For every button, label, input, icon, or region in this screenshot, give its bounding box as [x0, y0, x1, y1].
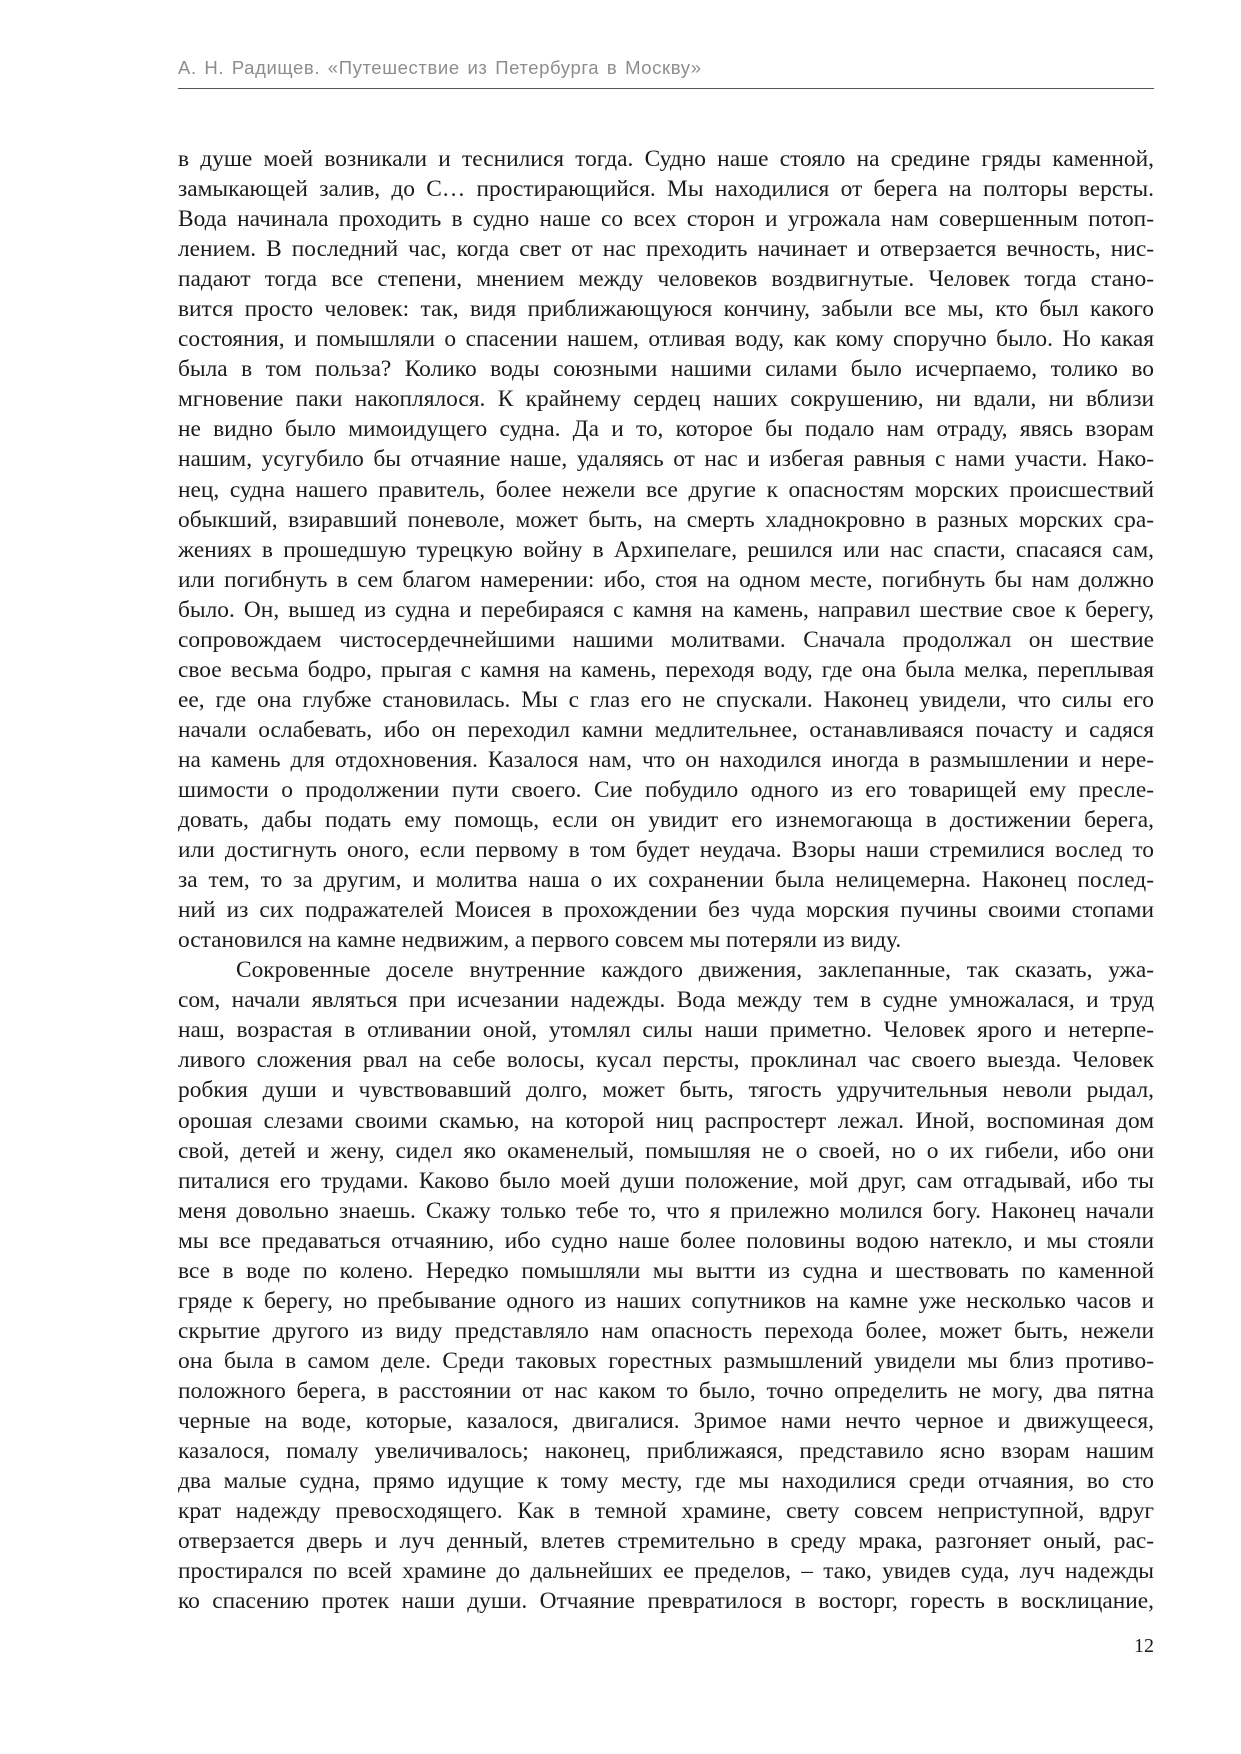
text-line: или достигнуть оного, если первому в том будет неудача. Взоры наши стремилися вослед то	[178, 837, 1154, 864]
text-line: наш, возрастая в отливании оной, утомлял силы наши приметно. Человек ярого и нетерпе-	[178, 1017, 1154, 1044]
text-line: положного берега, в расстоянии от нас каком то было, точно определить не могу, два пятна	[178, 1377, 1154, 1404]
text-line: в душе моей возникали и теснилися тогда. Судно наше стояло на средине гряды каменной,	[178, 146, 1154, 172]
text-line: было. Он, вышед из судна и перебираяся с камня на камень, направил шествие свое к берегу,	[178, 596, 1154, 623]
text-line: нашим, усугубило бы отчаяние наше, удаляясь от нас и избегая равныя с нами участи. Нако-	[178, 446, 1154, 473]
paragraph	[178, 144, 1154, 955]
text-line: состояния, и помышляли о спасении нашем, отливая воду, как кому споручно было. Но какая	[178, 326, 1154, 353]
text-line: остановился на камне недвижим, а первого совсем мы потеряли из виду.	[178, 927, 902, 954]
header-divider	[178, 88, 1154, 89]
text-line: Вода начинала проходить в судно наше со всех сторон и угрожала нам совершенным потоп-	[178, 206, 1154, 233]
text-line: мы все предаваться отчаянию, ибо судно наше более половины водою натекло, и мы стояли	[178, 1227, 1154, 1254]
text-line: ко спасению протек наши души. Отчаяние превратилося в восторг, горесть в восклицание,	[178, 1588, 1154, 1615]
body-text	[178, 144, 1154, 1616]
text-line: мгновение паки накоплялося. К крайнему сердец наших сокрушению, ни вдали, ни вблизи	[178, 386, 1154, 413]
text-line: крат надежду превосходящего. Как в темной храмине, свету совсем неприступной, вдруг	[178, 1498, 1154, 1525]
text-line: или погибнуть в сем благом намерении: ибо, стоя на одном месте, погибнуть бы нам должно	[178, 566, 1154, 593]
text-line: шимости о продолжении пути своего. Сие побудило одного из его товарищей ему преслe-	[178, 776, 1154, 803]
text-line: жениях в прошедшую турецкую войну в Архипелаге, решился или нас спасти, спасаяся сам,	[178, 536, 1154, 563]
text-line: орошая слезами своими скамью, на которой ниц распростерт лежал. Иной, воспоминая дом	[178, 1107, 1154, 1134]
text-line: питалися его трудами. Каково было моей души положение, мой друг, сам отгадывай, ибо ты	[178, 1167, 1154, 1194]
text-line: черные на воде, которые, казалося, двигалися. Зримое нами нечто черное и движущееся,	[178, 1407, 1154, 1434]
text-line: ее, где она глубже становилась. Мы с глаз его не спускали. Наконец увидели, что силы его	[178, 686, 1154, 713]
text-line: меня довольно знаешь. Скажу только тебе то, что я прилежно молился богу. Наконец начали	[178, 1197, 1154, 1224]
text-line: скрытие другого из виду представляло нам опасность перехода более, может быть, нежели	[178, 1317, 1154, 1344]
text-line: лением. В последний час, когда свет от нас преходить начинает и отверзается вечность, нис-	[178, 236, 1154, 263]
text-line: два малые судна, прямо идущие к тому месту, где мы находилися среди отчаяния, во сто	[178, 1468, 1154, 1495]
text-line: Сокровенные доселе внутренние каждого движения, заклепанные, так сказать, ужа-	[236, 957, 1154, 984]
text-line: нец, судна нашего правитель, более нежели все другие к опасностям морских происшествий	[178, 476, 1154, 503]
text-line: гряде к берегу, но пребывание одного из наших сопутников на камне уже несколько часов и	[178, 1287, 1154, 1314]
text-line: ний из сих подражателей Моисея в прохождении без чуда морския пучины своими стопами	[178, 897, 1154, 924]
paragraph	[178, 955, 1154, 1616]
text-line: обыкший, взиравший поневоле, может быть, на смерть хладнокровно в разных морских сра-	[178, 506, 1154, 533]
text-line: за тем, то за другим, и молитва наша о их сохранении была нелицемерна. Наконец послед-	[178, 867, 1154, 894]
text-line: все в воде по колено. Нередко помышляли мы вытти из судна и шествовать по каменной	[178, 1257, 1154, 1284]
page-number: 12	[1134, 1635, 1154, 1657]
text-line: начали ослабевать, ибо он переходил камни медлительнее, останавливаяся почасту и садяся	[178, 716, 1154, 743]
text-line: робкия души и чувствовавший долго, может быть, тягость удручительныя неволи рыдал,	[178, 1077, 1154, 1104]
text-line: падают тогда все степени, мнением между человеков воздвигнутые. Человек тогда стано-	[178, 266, 1154, 293]
text-line: была в том польза? Колико воды союзными нашими силами было исчерпаемо, толико во	[178, 356, 1154, 383]
text-line: отверзается дверь и луч денный, влетев стремительно в среду мрака, разгоняет оный, рас-	[178, 1528, 1154, 1555]
text-line: ливого сложения рвал на себе волосы, кусал персты, проклинал час своего выезда. Человек	[178, 1047, 1154, 1074]
text-line: на камень для отдохновения. Казалося нам, что он находился иногда в размышлении и нере-	[178, 746, 1154, 773]
text-line: не видно было мимоидущего судна. Да и то, которое бы подало нам отраду, явясь взорам	[178, 416, 1154, 443]
text-line: свое весьма бодро, прыгая с камня на камень, переходя воду, где она была мелка, переплывая	[178, 656, 1154, 683]
text-line: она была в самом деле. Среди таковых горестных размышлений увидели мы близ противо-	[178, 1347, 1154, 1374]
text-line: довать, дабы подать ему помощь, если он увидит его изнемогающа в достижении берега,	[178, 807, 1154, 834]
text-line: сом, начали являться при исчезании надежды. Вода между тем в судне умножалася, и труд	[178, 987, 1154, 1014]
text-line: казалося, помалу увеличивалось; наконец, приближаяся, представило ясно взорам нашим	[178, 1438, 1154, 1465]
text-line: вится просто человек: так, видя приближающуюся кончину, забыли все мы, кто был какого	[178, 296, 1154, 323]
text-line: простирался по всей храмине до дальнейших ее пределов, – тако, увидев суда, луч надежды	[178, 1558, 1154, 1585]
text-line: сопровождаем чистосердечнейшими нашими молитвами. Сначала продолжал он шествие	[178, 626, 1154, 653]
text-line: замыкающей залив, до С… простирающийся. Мы находилися от берега на полторы версты.	[178, 176, 1154, 203]
running-header: А. Н. Радищев. «Путешествие из Петербурга в Москву»	[178, 57, 702, 78]
text-line: свой, детей и жену, сидел яко окаменелый, помышляя не о своей, но о их гибели, ибо они	[178, 1137, 1154, 1164]
